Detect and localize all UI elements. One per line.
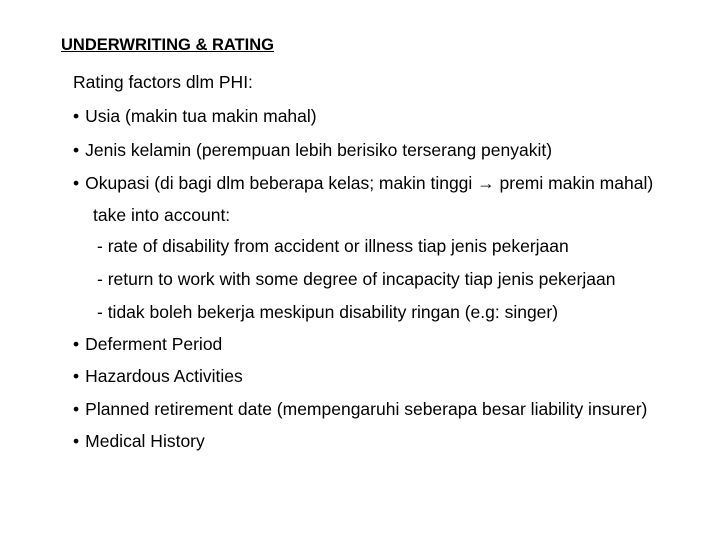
bullet-okupasi: • Okupasi (di bagi dlm beberapa kelas; makin tinggi → premi makin mahal)	[73, 173, 653, 193]
bullet-hazardous-activities: • Hazardous Activities	[73, 366, 243, 386]
slide-title: UNDERWRITING & RATING	[61, 36, 274, 54]
bullet-usia: • Usia (makin tua makin mahal)	[73, 106, 317, 126]
account-item-tidak-boleh: - tidak boleh bekerja meskipun disability ringan (e.g: singer)	[97, 302, 559, 322]
bullet-planned-retirement: • Planned retirement date (mempengaruhi seberapa besar liability insurer)	[73, 399, 647, 419]
bullet-medical-history: • Medical History	[73, 431, 205, 451]
bullet-deferment-period: • Deferment Period	[73, 334, 222, 354]
bullet-jenis-kelamin: • Jenis kelamin (perempuan lebih berisiko terserang penyakit)	[73, 140, 552, 160]
account-item-return: - return to work with some degree of incapacity tiap jenis pekerjaan	[97, 269, 616, 289]
intro-text: Rating factors dlm PHI:	[73, 72, 253, 92]
account-heading: take into account:	[93, 205, 231, 225]
account-item-rate: - rate of disability from accident or illness tiap jenis pekerjaan	[97, 236, 569, 256]
